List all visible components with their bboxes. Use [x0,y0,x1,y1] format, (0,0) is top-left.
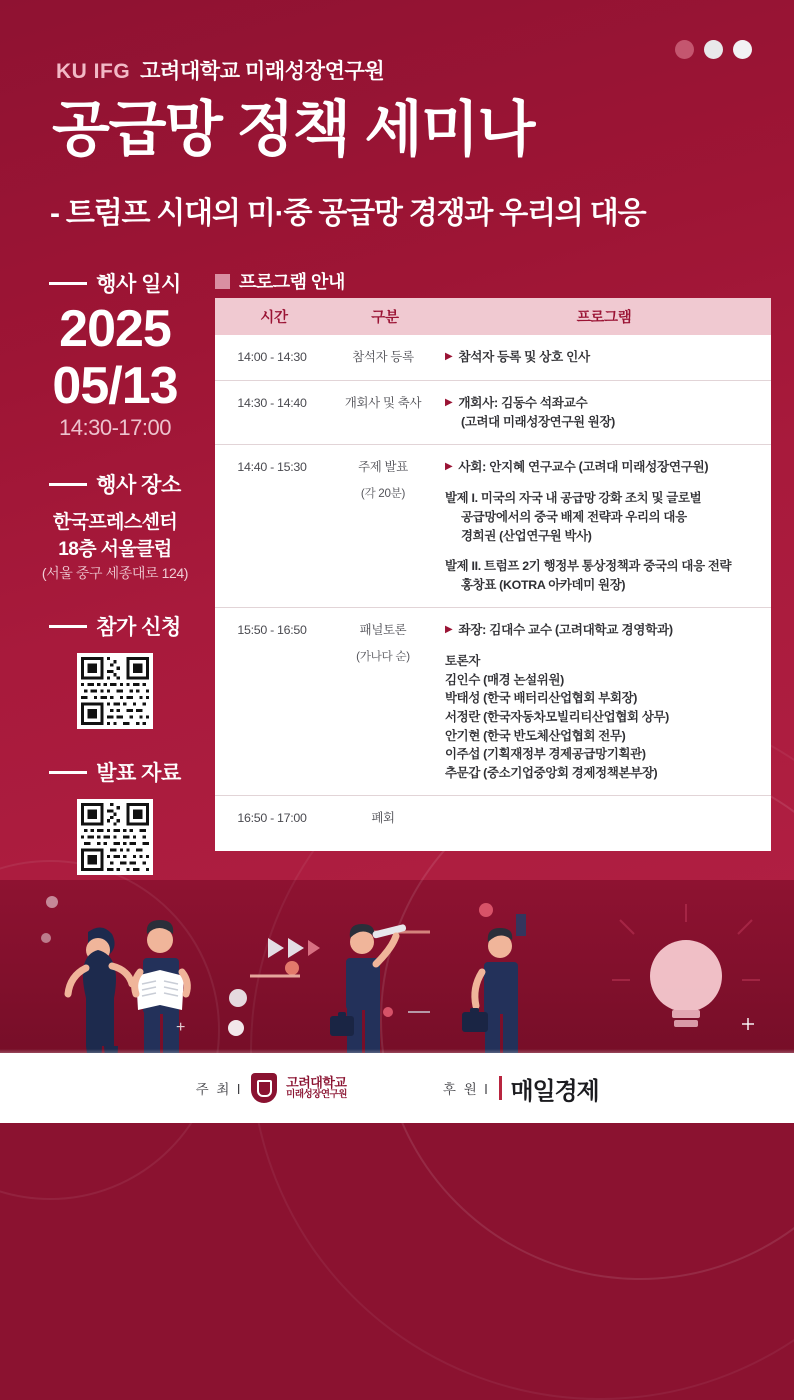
sponsor-role-label: 후 원 l [442,1082,490,1097]
footer [0,1053,794,1123]
venue-address: (서울 중구 세종대로 124) [41,565,189,582]
cell-kind [333,796,437,841]
cell-kind-main: 참석자 등록 [352,350,414,364]
triangle-right-icon: ▶ [445,461,453,473]
table-row [215,381,771,446]
program-line-text: 추문갑 (중소기업중앙회 경제정책본부장) [445,765,658,780]
venue-section-heading [26,469,204,499]
program-line-text: 홍창표 (KOTRA 아카데미 원장) [461,577,626,592]
column-header-program: 프로그램 [576,310,632,326]
page-subtitle: - 트럼프 시대의 미·중 공급망 경쟁과 우리의 대응 [50,197,646,230]
rule-icon [49,771,87,774]
cell-time: 14:30 - 14:40 [237,395,307,410]
table-row [215,335,771,381]
rule-icon [49,282,87,285]
decorative-dots [675,40,752,59]
program-line-text: (고려대 미래성장연구원 원장) [461,414,615,429]
cell-kind-main: 패널토론 [359,623,407,638]
venue-section-label: 행사 장소 [96,474,181,498]
host-role-label: 주 최 l [195,1082,243,1097]
event-month-day: 05/13 [52,356,178,415]
svg-text:+: + [176,1019,186,1036]
dot-1 [675,40,694,59]
sponsor-accent-bar [499,1076,502,1100]
brand-institute: 고려대학교 미래성장연구원 [140,60,385,83]
cell-kind-sub: (가나다 순) [356,649,410,663]
program-line-text: 발제 II. 트럼프 2기 행정부 통상정책과 중국의 대응 전략 [445,559,732,574]
dot-3 [733,40,752,59]
qr-code-apply[interactable] [77,653,153,729]
cell-time: 16:50 - 17:00 [237,811,307,826]
program-table [215,298,771,851]
cell-kind-main: 폐회 [371,811,395,826]
cell-kind-main: 주제 발표 [358,460,408,475]
dot-2 [704,40,723,59]
program-line [445,458,767,477]
program-line-text: 공급망에서의 중국 배제 전략과 우리의 대응 [461,509,687,524]
triangle-right-icon: ▶ [445,624,453,636]
program-line-text: 안기현 (한국 반도체산업협회 전무) [445,728,626,743]
triangle-right-icon: ▶ [445,396,453,408]
column-header-time: 시간 [260,310,288,326]
program-line-text: 경희권 (산업연구원 박사) [461,528,592,543]
host-name-line1: 고려대학교 [286,1074,347,1090]
cell-program [437,381,771,445]
program-line [445,348,767,367]
program-line-text: 박태성 (한국 배터리산업협회 부회장) [445,691,638,706]
program-line-text: 참석자 등록 및 상호 인사 [458,350,590,364]
program-line-text: 좌장: 김대수 교수 (고려대학교 경영학과) [458,623,673,638]
brand-line [56,55,384,85]
cell-kind [333,335,437,380]
column-header-kind: 구분 [371,310,399,326]
brand-ku-ifg: KU IFG [56,60,131,83]
cell-time: 14:40 - 15:30 [237,460,307,475]
program-line [445,394,767,413]
rule-icon [49,625,87,628]
program-line-text: 토론자 [445,654,481,669]
sponsor-name: 매일경제 [510,1077,599,1105]
program-section-label: 프로그램 안내 [239,272,345,292]
table-row [215,608,771,796]
host-group [196,1073,347,1103]
cell-program [437,445,771,607]
cell-kind-main: 개회사 및 축사 [344,395,422,410]
ku-crest-icon [251,1073,277,1103]
cell-time: 15:50 - 16:50 [237,623,307,638]
apply-section-heading [26,611,204,641]
apply-section-label: 참가 신청 [96,616,181,640]
event-time-range: 14:30-17:00 [59,415,171,441]
table-row [215,445,771,608]
cell-kind-sub: (각 20분) [360,487,406,500]
program-line-text: 이주섭 (기획재정부 경제공급망기획관) [445,747,646,762]
qr-code-material[interactable] [77,799,153,875]
program-line-text: 발제 I. 미국의 자국 내 공급망 강화 조치 및 글로벌 [445,491,702,506]
triangle-right-icon: ▶ [445,351,453,362]
table-row [215,796,771,841]
cell-kind [333,445,437,515]
program-line-text: 서정란 (한국자동차모빌리티산업협회 상무) [445,710,669,725]
program-section-heading [215,268,345,294]
program-line-text: 사회: 안지혜 연구교수 (고려대 미래성장연구원) [458,460,709,475]
program-line [445,621,767,640]
cell-program [437,335,771,380]
host-name [286,1076,347,1101]
program-line-text: 개회사: 김동수 석좌교수 [458,395,588,410]
event-info-column [26,268,204,875]
square-bullet-icon [215,274,230,289]
date-section-label: 행사 일시 [96,273,181,296]
material-section-heading [26,757,204,787]
event-year: 2025 [59,300,171,358]
venue-floor: 18층 서울클럽 [58,539,172,561]
program-line-text: 김인수 (매경 논설위원) [445,672,564,687]
cell-program [437,608,771,795]
sponsor-group [443,1071,599,1106]
table-header-row [215,298,771,335]
material-section-label: 발표 자료 [96,762,181,786]
cell-kind [333,608,437,678]
date-section-heading [26,268,204,298]
page-title: 공급망 정책 세미나 [52,96,535,163]
rule-icon [49,483,87,486]
cell-program [437,796,771,822]
venue-name: 한국프레스센터 [52,512,178,534]
cell-kind [333,381,437,426]
cell-time: 14:00 - 14:30 [237,350,307,364]
host-name-line2: 미래성장연구원 [286,1088,347,1100]
